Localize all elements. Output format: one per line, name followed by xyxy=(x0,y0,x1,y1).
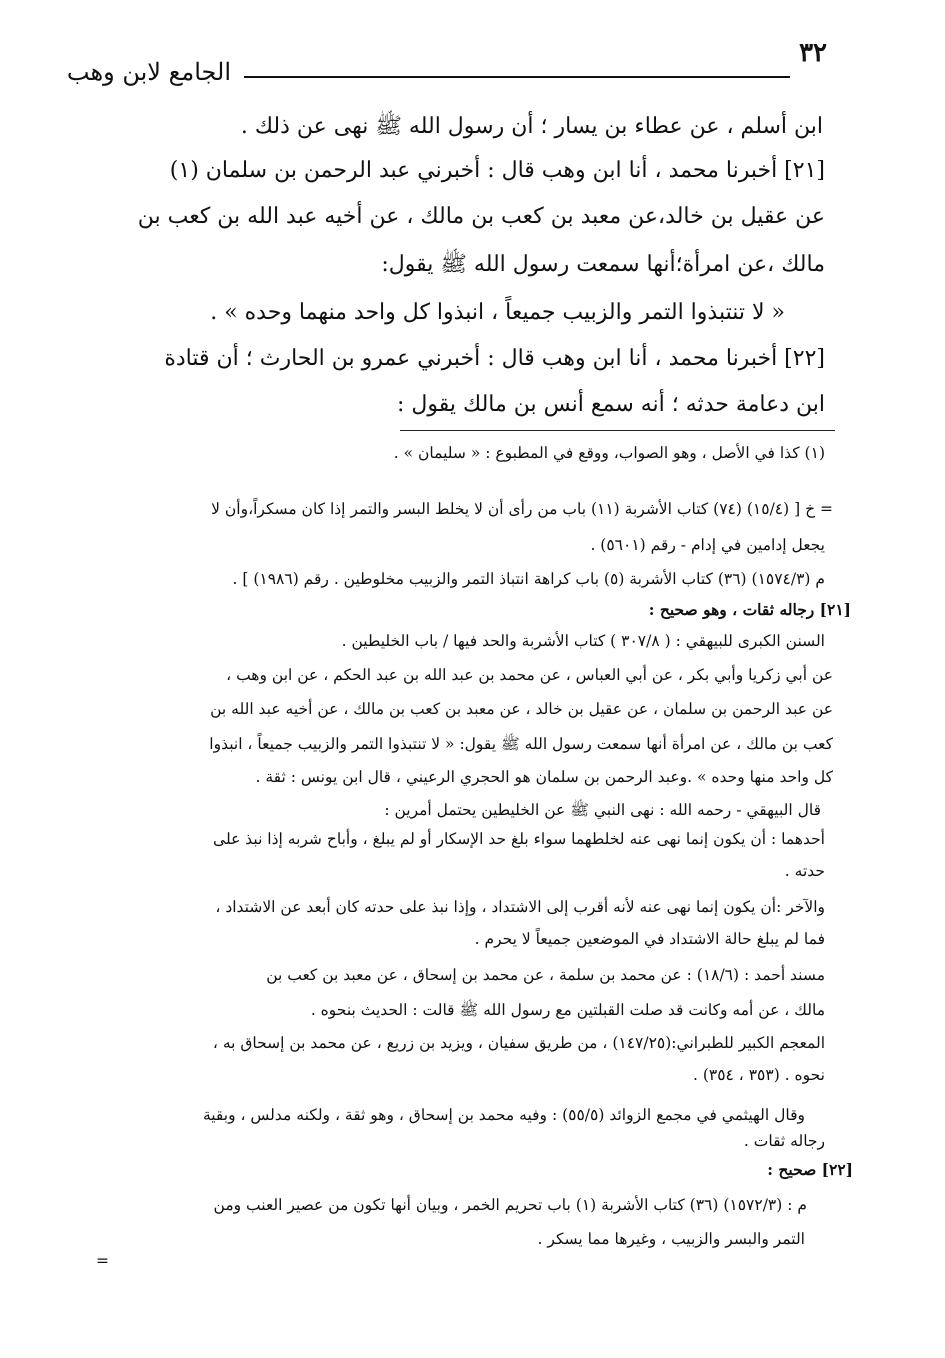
main-line-3: عن عقيل بن خالد،عن معبد بن كعب بن مالك ، عن أخيه عبد الله بن كعب بن xyxy=(137,204,825,229)
takhrij-line-12: حدته . xyxy=(784,862,825,880)
takhrij-line-11: أحدهما : أن يكون إنما نهى عنه لخلطهما سواء بلغ حد الإسكار أو لم يبلغ ، وأباح شربه إذا نبذ على xyxy=(213,830,825,848)
main-line-4: مالك ،عن امرأة؛أنها سمعت رسول الله ﷺ يقول: xyxy=(381,252,825,277)
takhrij-line-14: فما لم يبلغ حالة الاشتداد في الموضعين جميعاً لا يحرم . xyxy=(474,930,825,948)
footnote-1: (١) كذا في الأصل ، وهو الصواب، ووقع في المطبوع : « سليمان » . xyxy=(393,444,825,462)
takhrij-line-5: السنن الكبرى للبيهقي : ( ٣٠٧/٨ ) كتاب الأشربة والحد فيها / باب الخليطين . xyxy=(341,632,825,650)
main-line-6: [٢٢] أخبرنا محمد ، أنا ابن وهب قال : أخبرني عمرو بن الحارث ؛ أن قتادة xyxy=(164,346,825,371)
takhrij-line-8: كعب بن مالك ، عن امرأة أنها سمعت رسول الله ﷺ يقول: « لا تنتبذوا التمر والزبيب جميعاً ، انبذوا xyxy=(209,735,833,753)
takhrij-line-10: قال البيهقي - رحمه الله : نهى النبي ﷺ عن الخليطين يحتمل أمرين : xyxy=(384,801,821,819)
takhrij-heading-22: [٢٢] صحيح : xyxy=(767,1160,853,1179)
takhrij-line-2: يجعل إدامين في إدام - رقم (٥٦٠١) . xyxy=(590,536,825,554)
page-number: ٣٢ xyxy=(799,38,827,68)
takhrij-line-15: مسند أحمد : (١٨/٦) : عن محمد بن سلمة ، عن محمد بن إسحاق ، عن معبد بن كعب بن xyxy=(266,966,825,984)
takhrij-line-22: م : (١٥٧٢/٣) (٣٦) كتاب الأشربة (١) باب تحريم الخمر ، وبيان أنها تكون من عصير العنب ومن xyxy=(213,1196,807,1214)
takhrij-line-16: مالك ، عن أمه وكانت قد صلت القبلتين مع رسول الله ﷺ قالت : الحديث بنحوه . xyxy=(310,1001,825,1019)
takhrij-line-9: كل واحد منها وحده » .وعبد الرحمن بن سلمان هو الحجري الرعيني ، قال ابن يونس : ثقة . xyxy=(255,768,833,786)
takhrij-heading-21: [٢١] رجاله ثقات ، وهو صحيح : xyxy=(648,600,851,619)
main-line-2: [٢١] أخبرنا محمد ، أنا ابن وهب قال : أخبرني عبد الرحمن بن سلمان (١) xyxy=(169,158,825,183)
takhrij-line-1: = خ [ (١٥/٤) (٧٤) كتاب الأشربة (١١) باب من رأى أن لا يخلط البسر والتمر إذا كان مسكراً،وأن لا xyxy=(211,500,833,518)
takhrij-line-7: عن عبد الرحمن بن سلمان ، عن عقيل بن خالد ، عن معبد بن كعب بن مالك ، عن أخيه عبد الله بن xyxy=(210,700,833,718)
takhrij-line-3: م (١٥٧٤/٣) (٣٦) كتاب الأشربة (٥) باب كراهة انتباذ التمر والزبيب مخلوطين . رقم (١٩٨٦) ] . xyxy=(232,570,825,588)
takhrij-line-20: رجاله ثقات . xyxy=(743,1132,825,1150)
book-title: الجامع لابن وهب xyxy=(66,58,231,86)
takhrij-line-6: عن أبي زكريا وأبي بكر ، عن أبي العباس ، عن محمد بن عبد الله بن عبد الحكم ، عن ابن وهب ، xyxy=(226,666,833,684)
takhrij-line-19: وقال الهيثمي في مجمع الزوائد (٥٥/٥) : وفيه محمد بن إسحاق ، وهو ثقة ، ولكنه مدلس ، وبقية xyxy=(202,1106,805,1124)
header-rule xyxy=(244,76,790,78)
continuation-mark: = xyxy=(96,1252,109,1270)
footnote-separator xyxy=(400,430,835,431)
main-line-1: ابن أسلم ، عن عطاء بن يسار ؛ أن رسول الله ﷺ نهى عن ذلك . xyxy=(240,114,823,139)
takhrij-line-13: والآخر :أن يكون إنما نهى عنه لأنه أقرب إلى الاشتداد ، وإذا نبذ على حدته كان أبعد عن الاشتداد ، xyxy=(215,898,825,916)
takhrij-line-23: التمر والبسر والزبيب ، وغيرها مما يسكر . xyxy=(537,1230,805,1248)
takhrij-line-17: المعجم الكبير للطبراني:(١٤٧/٢٥) ، من طريق سفيان ، ويزيد بن زريع ، عن محمد بن إسحاق به ، xyxy=(212,1034,825,1052)
takhrij-line-18: نحوه . (٣٥٣ ، ٣٥٤) . xyxy=(692,1066,825,1084)
main-line-5: « لا تنتبذوا التمر والزبيب جميعاً ، انبذوا كل واحد منهما وحده » . xyxy=(210,300,785,325)
main-line-7: ابن دعامة حدثه ؛ أنه سمع أنس بن مالك يقول : xyxy=(397,392,825,417)
